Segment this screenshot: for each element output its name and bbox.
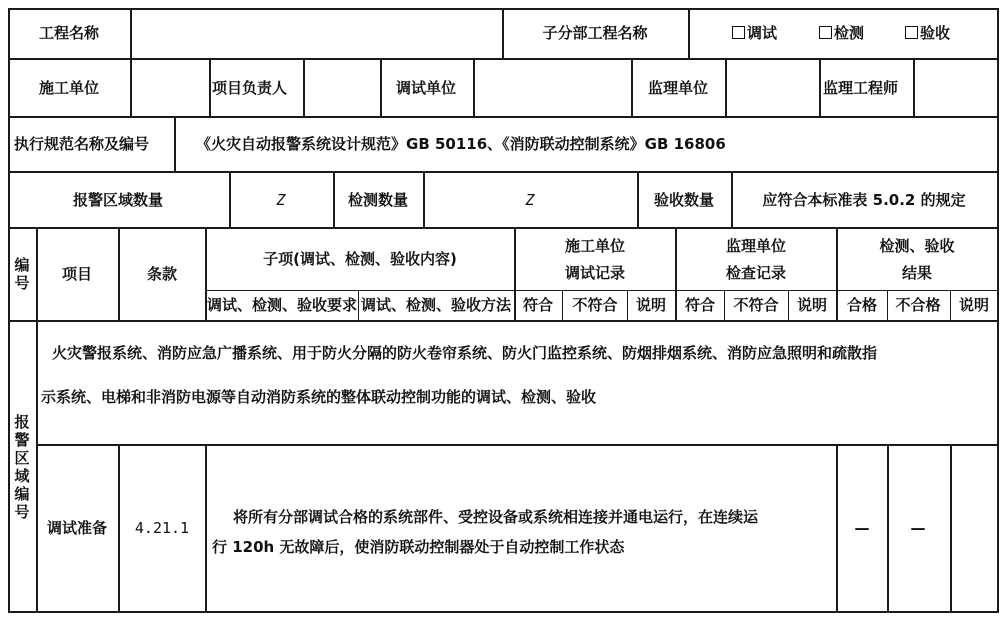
row-divider — [8, 116, 997, 118]
col-result-header-1: 检测、验收 — [879, 237, 955, 255]
col-line — [836, 444, 838, 613]
col-item-header: 项目 — [61, 265, 93, 283]
scope-description-line2: 示系统、电梯和非消防电源等自动消防系统的整体联动控制功能的调试、检测、验收 — [41, 388, 597, 406]
accept-count-label: 验收数量 — [653, 191, 715, 209]
sub-project-label: 子分部工程名称 — [542, 24, 648, 42]
col-line — [675, 227, 677, 320]
option-test-checkbox[interactable] — [819, 23, 864, 43]
col-line — [637, 171, 639, 227]
option-test-label: 检测 — [834, 24, 865, 42]
col-line — [423, 171, 425, 227]
standards-label: 执行规范名称及编号 — [14, 135, 150, 153]
col-line — [950, 444, 952, 613]
col-subitem-header: 子项(调试、检测、验收内容) — [263, 250, 457, 268]
col-line — [788, 290, 789, 320]
col-line — [731, 171, 733, 227]
option-accept-label: 验收 — [920, 24, 951, 42]
col-supervision-not-conform-header: 不符合 — [733, 296, 779, 314]
row-item: 调试准备 — [46, 519, 108, 537]
header-bottom — [8, 320, 997, 322]
col-line — [130, 58, 132, 116]
supervision-engineer-label: 监理工程师 — [823, 79, 899, 97]
col-line — [913, 58, 915, 116]
col-line — [36, 227, 38, 613]
row-divider — [8, 171, 997, 173]
col-line — [887, 444, 889, 613]
col-line — [303, 58, 305, 116]
col-line — [688, 8, 690, 58]
col-line — [627, 290, 628, 320]
col-line — [514, 227, 516, 320]
row-description-line1: 将所有分部调试合格的系统部件、受控设备或系统相连接并通电运行，在连续运 — [233, 508, 759, 526]
row-pass-dash: — — [854, 519, 870, 537]
col-note-header: 说明 — [635, 296, 667, 314]
col-number-header: 编号 — [14, 256, 30, 292]
row-divider — [8, 227, 997, 229]
checkbox-test-icon — [819, 26, 832, 39]
test-count-value: Z — [525, 191, 535, 209]
border-right — [997, 8, 999, 613]
project-leader-label: 项目负责人 — [212, 79, 288, 97]
col-line — [836, 227, 838, 320]
col-line — [174, 116, 176, 171]
col-fail-header: 不合格 — [895, 296, 941, 314]
col-supervision-header-2: 检查记录 — [725, 264, 787, 282]
col-not-conform-header: 不符合 — [572, 296, 618, 314]
row-description-line2: 行 120h 无故障后，使消防联动控制器处于自动控制工作状态 — [212, 538, 625, 556]
col-clause-header: 条款 — [146, 265, 178, 283]
col-pass-header: 合格 — [846, 296, 878, 314]
col-line — [130, 8, 132, 58]
checkbox-debug-icon — [732, 26, 745, 39]
alarm-zone-number-label: 报警区域编号 — [14, 413, 30, 521]
subheader-divider-a — [205, 290, 514, 291]
test-count-label: 检测数量 — [347, 191, 409, 209]
col-line — [358, 290, 359, 320]
row-divider — [8, 58, 997, 60]
col-result-header-2: 结果 — [901, 264, 933, 282]
option-debug-checkbox[interactable] — [732, 23, 777, 43]
project-name-label: 工程名称 — [38, 24, 100, 42]
alarm-zone-count-value: Z — [276, 191, 286, 209]
col-supervision-note-header: 说明 — [796, 296, 828, 314]
option-accept-checkbox[interactable] — [905, 23, 950, 43]
construction-unit-label: 施工单位 — [38, 79, 100, 97]
debug-unit-label: 调试单位 — [395, 79, 457, 97]
col-line — [819, 58, 821, 116]
col-supervision-header-1: 监理单位 — [725, 237, 787, 255]
accept-count-value: 应符合本标准表 5.0.2 的规定 — [762, 191, 966, 209]
col-line — [631, 58, 633, 116]
row-fail-dash: — — [910, 519, 926, 537]
col-conform-header: 符合 — [522, 296, 554, 314]
col-line — [333, 171, 335, 227]
col-line — [209, 58, 211, 116]
col-line — [725, 58, 727, 116]
alarm-zone-count-label: 报警区域数量 — [72, 191, 164, 209]
row-clause: 4.21.1 — [134, 519, 190, 537]
col-line — [473, 58, 475, 116]
col-line — [118, 227, 120, 320]
col-line — [229, 171, 231, 227]
supervision-unit-label: 监理单位 — [647, 79, 709, 97]
col-construction-header-2: 调试记录 — [564, 264, 626, 282]
subheader-divider-b — [514, 290, 997, 291]
scope-bottom — [36, 444, 997, 446]
col-methods-header: 调试、检测、验收方法 — [360, 296, 512, 314]
checkbox-accept-icon — [905, 26, 918, 39]
border-left — [8, 8, 10, 613]
standards-value: 《火灾自动报警系统设计规范》GB 50116、《消防联动控制系统》GB 16806 — [196, 135, 726, 153]
col-construction-header-1: 施工单位 — [564, 237, 626, 255]
col-line — [724, 290, 725, 320]
col-line — [887, 290, 888, 320]
col-line — [205, 444, 207, 613]
col-supervision-conform-header: 符合 — [684, 296, 716, 314]
col-line — [118, 444, 120, 613]
border-bottom — [8, 611, 997, 613]
option-debug-label: 调试 — [747, 24, 778, 42]
col-line — [562, 290, 563, 320]
scope-description-line1: 火灾警报系统、消防应急广播系统、用于防火分隔的防火卷帘系统、防火门监控系统、防烟排烟系统、消防应急照明和疏散指 — [52, 344, 878, 362]
col-requirements-header: 调试、检测、验收要求 — [206, 296, 358, 314]
col-result-note-header: 说明 — [958, 296, 990, 314]
col-line — [502, 8, 504, 58]
col-line — [950, 290, 951, 320]
col-line — [380, 58, 382, 116]
